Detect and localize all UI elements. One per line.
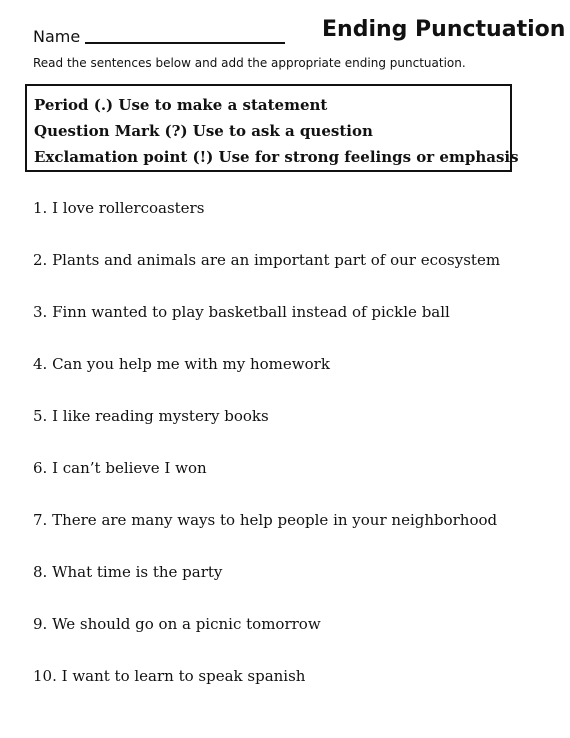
sentence-item: 9. We should go on a picnic tomorrow	[33, 615, 321, 633]
instructions: Read the sentences below and add the appropriate ending punctuation.	[33, 56, 466, 70]
name-label: Name	[33, 27, 81, 46]
punctuation-rules-box	[25, 84, 519, 172]
sentence-item: 6. I can’t believe I won	[33, 459, 207, 477]
sentence-item: 1. I love rollercoasters	[33, 199, 205, 217]
rule-period: Period (.) Use to make a statement	[34, 96, 328, 114]
sentence-item: 8. What time is the party	[33, 563, 223, 581]
sentence-list	[33, 196, 500, 716]
sentence-item: 5. I like reading mystery books	[33, 407, 269, 425]
sentence-item: 3. Finn wanted to play basketball instead of pickle ball	[33, 303, 450, 321]
rule-exclamation-point: Exclamation point (!) Use for strong feelings or emphasis	[34, 148, 519, 166]
sentence-item: 2. Plants and animals are an important part of our ecosystem	[33, 251, 501, 269]
worksheet-title: Ending Punctuation	[322, 17, 566, 42]
name-blank-line[interactable]	[85, 42, 285, 44]
sentence-item: 7. There are many ways to help people in your neighborhood	[33, 511, 498, 529]
rule-question-mark: Question Mark (?) Use to ask a question	[34, 122, 373, 140]
sentence-item: 10. I want to learn to speak spanish	[33, 667, 306, 685]
sentence-item: 4. Can you help me with my homework	[33, 355, 330, 373]
